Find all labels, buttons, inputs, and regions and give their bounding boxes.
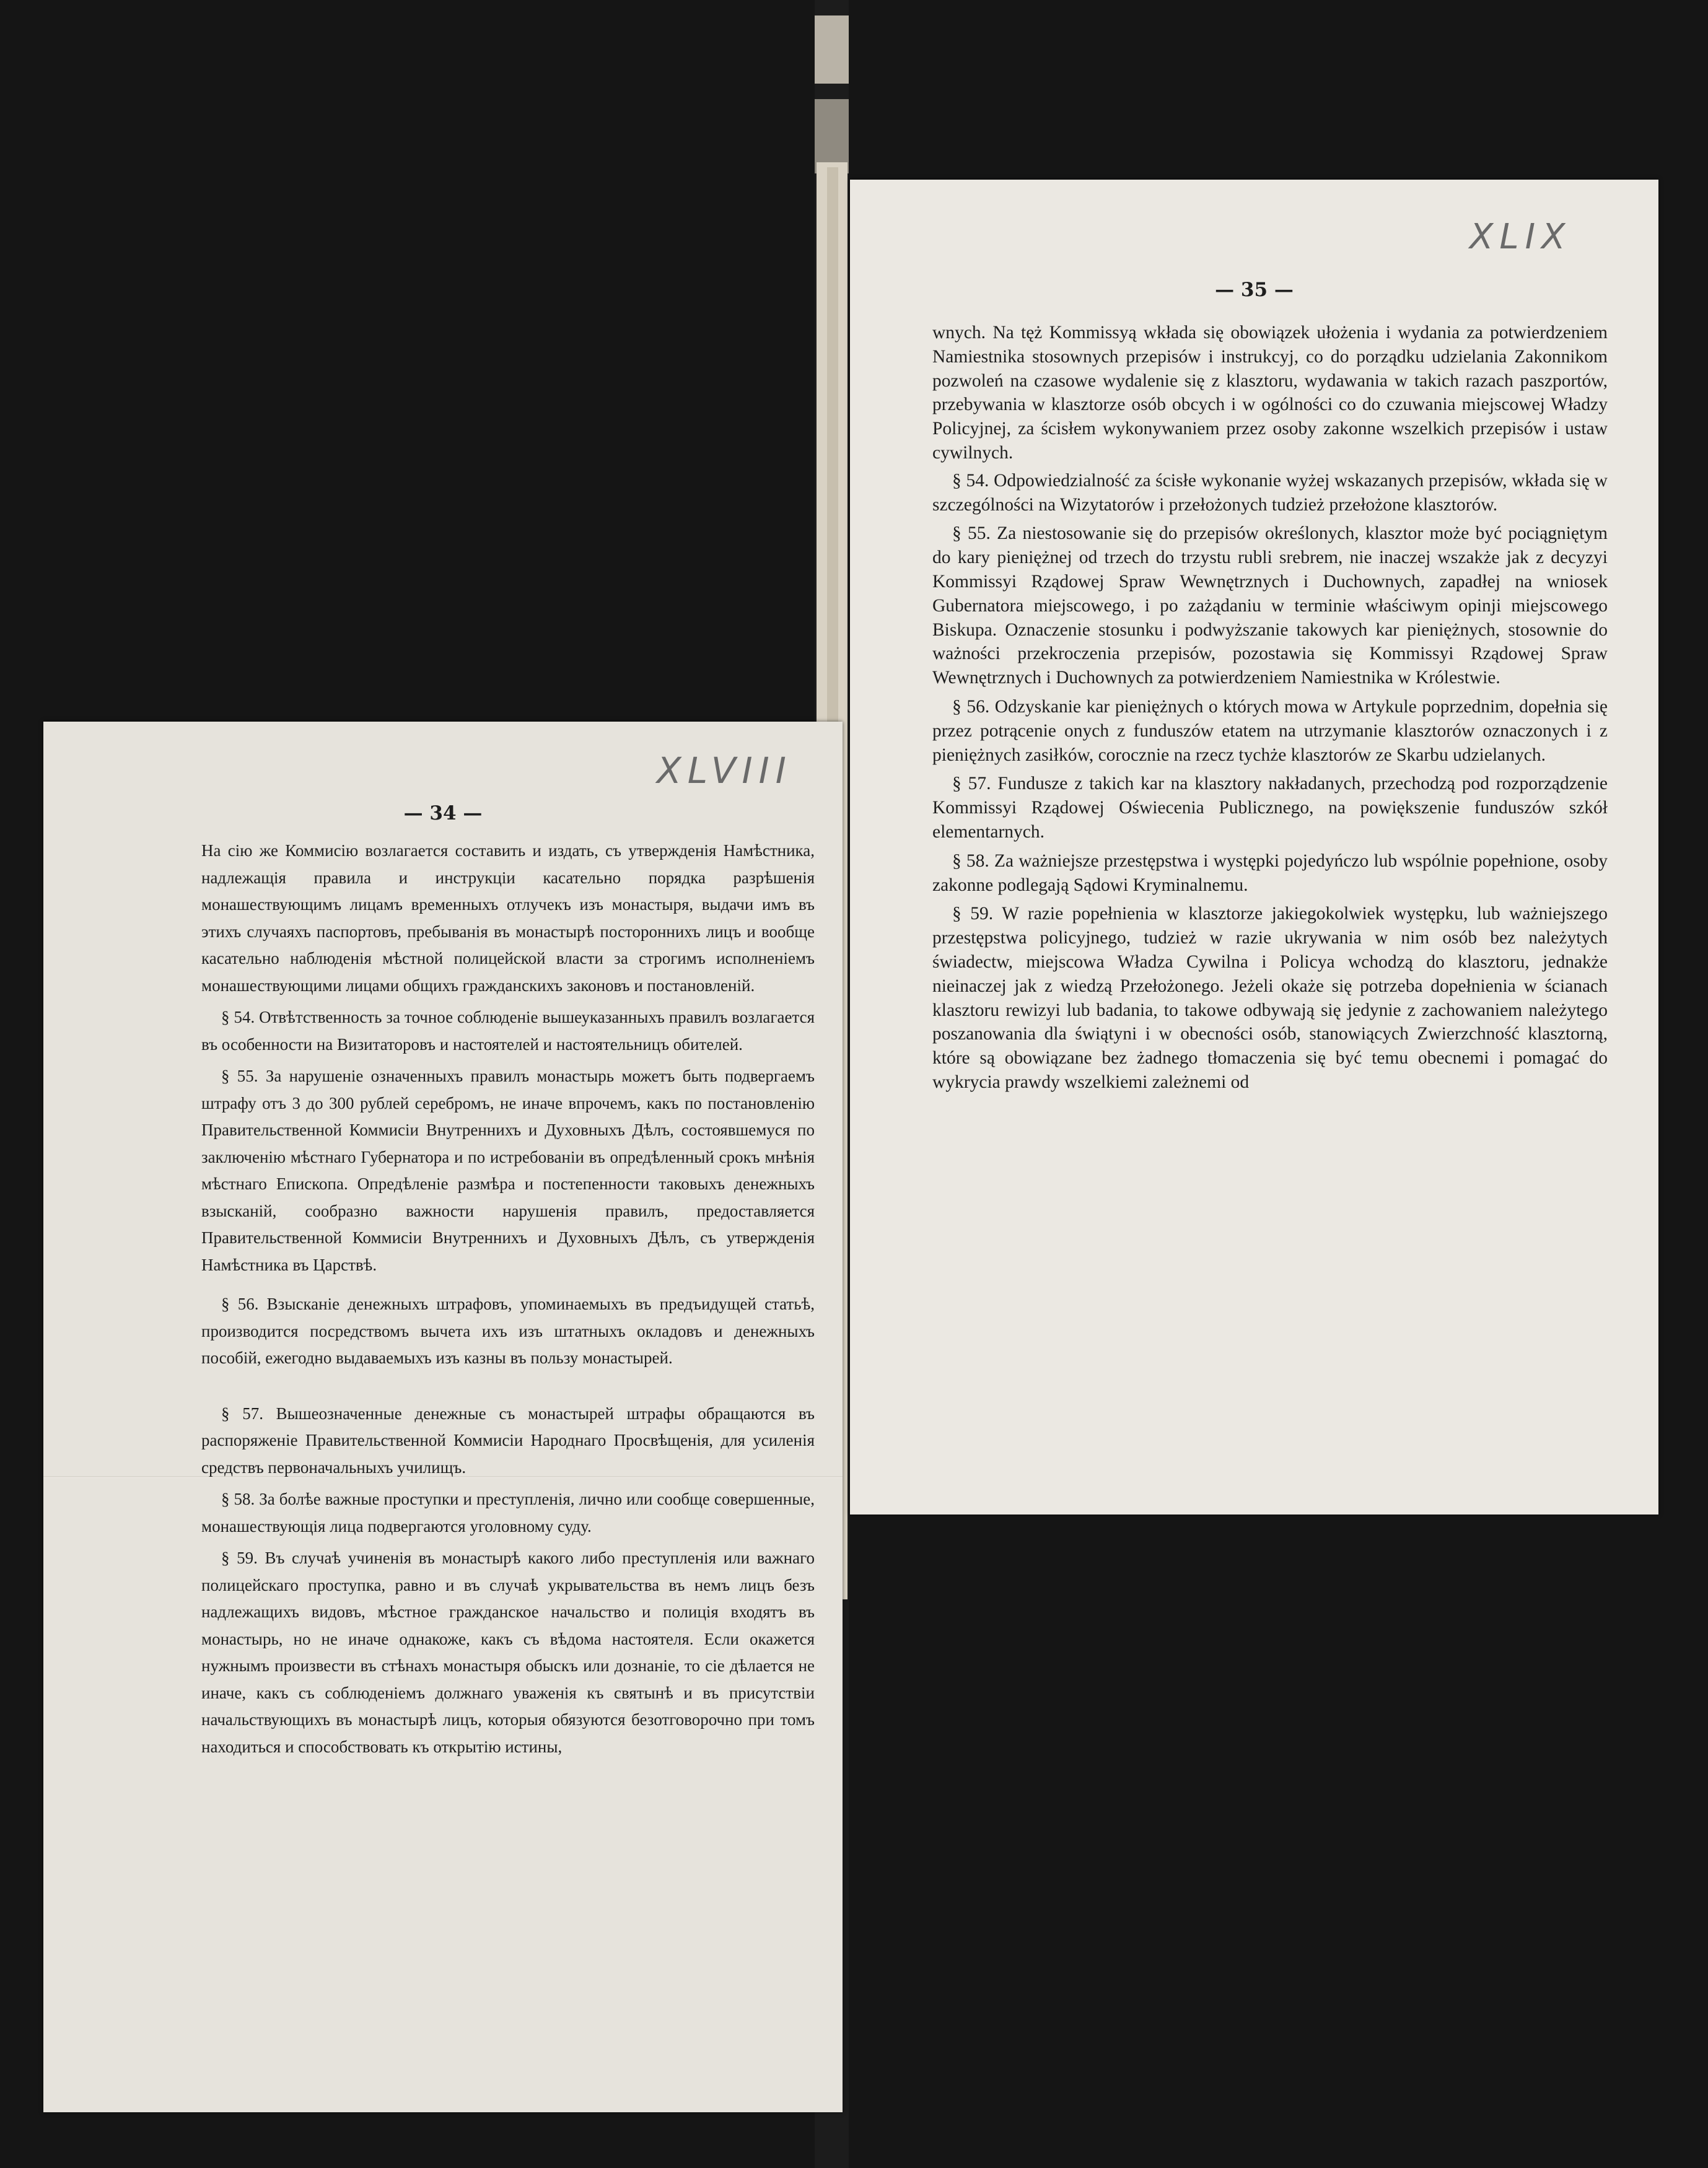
paragraph-55: § 55. За нарушеніе означенныхъ правилъ монастырь можетъ быть подвергаемъ штрафу отъ 3 до 300 рублей серебромъ, не иначе впрочемъ, какъ по постановленію Правительственной Коммисіи Внутреннихъ и Духовныхъ Дѣлъ, состоявшемуся по заключенію мѣстнаго Губернатора и по истребованіи въ опредѣленный срокъ мнѣнія мѣстнаго Епископа. Опредѣленіе размѣра и постепенности таковыхъ денежныхъ взысканій, сообразно важности нарушенія правилъ, предоставляется Правительственной Коммисіи Внутреннихъ и Духовныхъ Дѣлъ, съ утвержденія Намѣстника въ Царствѣ. bbox=[201, 1067, 815, 1274]
handwritten-page-annotation: XLVIII bbox=[657, 750, 792, 792]
handwritten-page-annotation: XLIX bbox=[1469, 217, 1572, 257]
page-number: — 35 — bbox=[1215, 279, 1294, 301]
paragraph-57: § 57. Fundusze z takich kar na klasztory nakładanych, przechodzą pod rozporządzenie Kommissyi Rządowej Oświecenia Publicznego, na powiększenie funduszów szkół elementarnych. bbox=[932, 774, 1608, 842]
paragraph-59: § 59. W razie popełnienia w klasztorze jakiegokolwiek występku, lub ważniejszego przestępstwa policyjnego, tudzież w razie ukrywania w nim osób bez należytych świadectw, miejscowa Władza Cywilna i Policya wchodzą do klasztoru, jednakże nieinaczej jak z wiedzą Przełożonego. Jeżeli okaże się potrzeba dopełnienia w ścianach klasztoru rewizyi lub badania, to takowe odbywają się jedynie z zachowaniem należytego poszanowania dla świątyni i w obecności osób, stanowiących Zwierzchność klasztorną, które są obowiązane bez żadnego tłomaczenia się być temu obecnemi i pomagać do wykrycia prawdy wszelkiemi zależnemi od bbox=[932, 904, 1608, 1092]
paragraph-intro: wnych. Na tęż Kommissyą wkłada się obowiązek ułożenia i wydania za potwierdzeniem Namiestnika stosownych przepisów i instrukcyj, co do porządku udzielania Zakonnikom pozwoleń na czasowe wydalenie się z klasztoru, wydawania w takich razach paszportów, przebywania w klasztorze osób obcych i w ogólności co do czuwania miejscowej Władzy Policyjnej, za ścisłem wykonywaniem przez osoby zakonne wszelkich przepisów i ustaw cywilnych. bbox=[932, 323, 1608, 463]
paragraph-56: § 56. Odzyskanie kar pieniężnych o których mowa w Artykule poprzednim, dopełnia się przez potrącenie onych z funduszów etatem na utrzymanie klasztorów oznaczonych i z pieniężnych zasiłków, corocznie na rzecz tychże klasztorów ze Skarbu udzielanych. bbox=[932, 696, 1608, 765]
paragraph-55: § 55. Za niestosowanie się do przepisów określonych, klasztor może być pociągniętym do kary pieniężnej od trzech do trzystu rubli srebrem, nie inaczej wszakże jak z decyzyi Kommissyi Rządowej Spraw Wewnętrznych i Duchownych, zapadłej na wniosek Gubernatora miejscowego, i po zażądaniu w terminie właściwym opinji miejscowego Biskupa. Oznaczenie stosunku i podwyższanie takowych kar pieniężnych, stosownie do ważności przekroczenia przepisów, pozostawia się Kommissyi Rządowej Spraw Wewnętrznych i Duchownych za potwierdzeniem Namiestnika w Królestwie. bbox=[932, 523, 1608, 688]
page-34-body bbox=[201, 837, 815, 1760]
paragraph-58: § 58. За болѣе важные проступки и преступленія, лично или сообще совершенные, монашествующія лица подвергаются уголовному суду. bbox=[201, 1490, 815, 1536]
paragraph-56: § 56. Взысканіе денежныхъ штрафовъ, упоминаемыхъ въ предъидущей статьѣ, производится посредствомъ вычета ихъ изъ штатныхъ окладовъ и денежныхъ пособій, ежегодно выдаваемыхъ изъ казны въ пользу монастырей. bbox=[201, 1295, 815, 1367]
paragraph-54: § 54. Odpowiedzialność za ścisłe wykonanie wyżej wskazanych przepisów, wkłada się w szczególności na Wizytatorów i przełożonych tudzież przełożone klasztorów. bbox=[932, 470, 1608, 515]
paragraph-57: § 57. Вышеозначенные денежные съ монастырей штрафы обращаются въ распоряженіе Правительственной Коммисіи Народнаго Просвѣщенія, для усиленія средствъ первоначальныхъ училищъ. bbox=[201, 1404, 815, 1477]
tape-strip-top bbox=[815, 15, 849, 84]
paragraph-58: § 58. Za ważniejsze przestępstwa i występki pojedyńczo lub wspólnie popełnione, osoby zakonne podlegają Sądowi Kryminalnemu. bbox=[932, 850, 1608, 895]
paragraph-59: § 59. Въ случаѣ учиненія въ монастырѣ какого либо преступленія или важнаго полицейскаго проступка, равно и въ случаѣ укрывательства въ немъ лицъ безъ надлежащихъ видовъ, мѣстное гражданское начальство и полиція входятъ въ монастырь, но не иначе однакоже, какъ съ вѣдома настоятеля. Если окажется нужнымъ произвести въ стѣнахъ монастыря обыскъ или дознаніе, то сіе дѣлается не иначе, какъ съ соблюденіемъ должнаго уваженія къ святынѣ и въ присутствіи начальствующихъ въ монастырѣ лицъ, которыя обязуются безотговорочно при томъ находиться и способствовать къ открытію истины, bbox=[201, 1549, 815, 1756]
page-number: — 34 — bbox=[403, 802, 483, 824]
paragraph-54: § 54. Отвѣтственность за точное соблюденіе вышеуказанныхъ правилъ возлагается въ особенности на Визитаторовъ и настоятелей и настоятельницъ обителей. bbox=[201, 1008, 815, 1054]
page-35-body bbox=[932, 321, 1608, 1095]
paragraph-intro: На сію же Коммисію возлагается составить и издать, съ утвержденія Намѣстника, надлежащія правила и инструкціи касательно порядка разрѣшенія монашествующимъ лицамъ временныхъ отлучекъ изъ монастыря, выдачи имъ въ этихъ случаяхъ паспортовъ, пребыванія въ монастырѣ постороннихъ лицъ и вообще касательно наблюденія мѣстной полицейской власти за строгимъ исполненіемъ монашествующими лицами общихъ гражданскихъ законовъ и постановленій. bbox=[201, 841, 815, 995]
